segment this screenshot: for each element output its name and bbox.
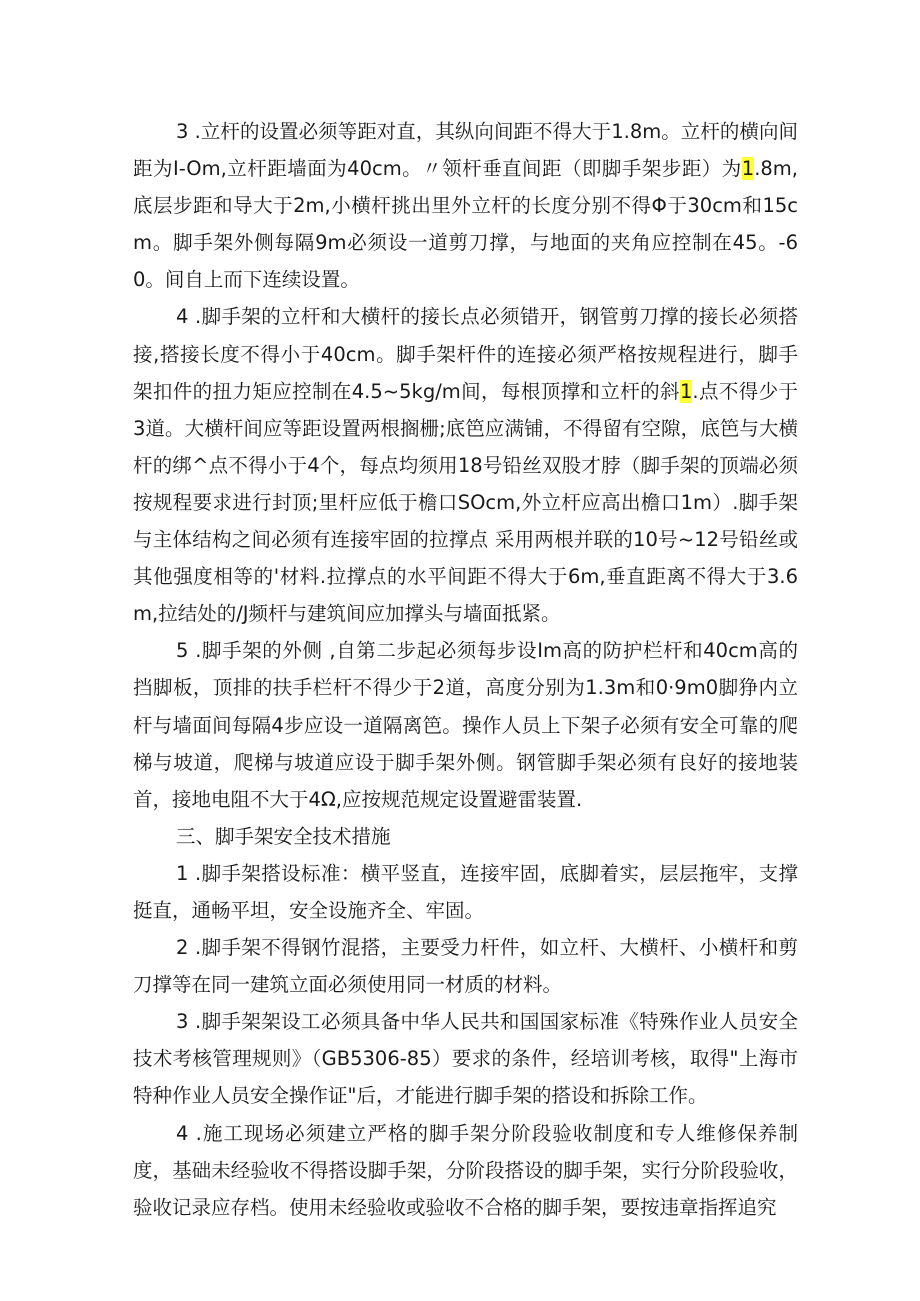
paragraph-section-heading bbox=[133, 818, 798, 855]
paragraph-m4-inspection bbox=[133, 1115, 798, 1226]
text-run: 2 .脚手架不得钢竹混搭，主要受力杆件，如立杆、大横杆、小横杆和剪刀撑等在同一建筑立面必须使用同一材质的材料。 bbox=[133, 936, 798, 997]
text-run: 4 .施工现场必须建立严格的脚手架分阶段验收制度和专人维修保养制度，基础未经验收不得搭设脚手架，分阶段搭设的脚手架，实行分阶段验收，验收记录应存档。使用未经验收或验收不合格的脚手架，要按违章指挥追究 bbox=[133, 1121, 798, 1219]
paragraph-p4-splice bbox=[133, 298, 798, 632]
paragraph-p3-upright bbox=[133, 113, 798, 298]
highlighted-text: 1 bbox=[679, 379, 693, 403]
text-run: 3 .脚手架架设工必须具备中华人民共和国国家标准《特殊作业人员安全技术考核管理规则》（GB5306-85）要求的条件，经培训考核，取得"上海市特种作业人员安全操作证"后，才能进行脚手架的搭设和拆除工作。 bbox=[133, 1010, 798, 1108]
text-run: .点不得少于3道。大横杆间应等距设置两根搁栅;底笆应满铺，不得留有空隙，底笆与大横杆的绑^点不得小于4个，每点均须用18号铅丝双股才脖（脚手架的顶端必须按规程要求进行封顶;里杆应低于檐口SOcm,外立杆应高出檐口1m）.脚手架与主体结构之间必须有连接牢固的拉撑点 采用两根并联的10号~12号铅丝或其他强度相等的'材料.拉撑点的水平间距不得大于6m,垂直距离不得大于3.6m,拉结处的/J频杆与建筑间应加撑头与墙面抵紧。 bbox=[133, 379, 799, 626]
text-run: 三、脚手架安全技术措施 bbox=[176, 824, 391, 848]
paragraph-m2-material bbox=[133, 929, 798, 1003]
paragraph-m3-qualification bbox=[133, 1003, 798, 1114]
paragraph-m1-standard bbox=[133, 855, 798, 929]
text-run: 3 .立杆的设置必须等距对直，其纵向间距不得大于1.8m。立杆的横向间距为I-Om,立杆距墙面为40cm。〃领杆垂直间距（即脚手架步距）为 bbox=[133, 120, 798, 181]
text-run: 5 .脚手架的外侧 ,自第二步起必须每步设Im高的防护栏杆和40cm高的挡脚板，顶排的扶手栏杆不得少于2道，高度分别为1.3m和0·9m0脚狰内立杆与墙面间每隔4步应设一道隔离笆。操作人员上下架子必须有安全可靠的爬梯与坡道，爬梯与坡道应设于脚手架外侧。钢管脚手架必须有良好的接地装首，接地电阻不大于4Ω,应按规范规定设置避雷装置. bbox=[133, 639, 798, 811]
document-body bbox=[133, 113, 798, 1226]
paragraph-p5-guardrail bbox=[133, 632, 798, 817]
text-run: 1 .脚手架搭设标准：横平竖直，连接牢固，底脚着实，层层拖牢，支撑挺直，通畅平坦，安全设施齐全、牢固。 bbox=[133, 861, 798, 922]
text-run: 4 .脚手架的立杆和大横杆的接长点必须错开，钢管剪刀撑的接长必须搭接,搭接长度不得小于40cm。脚手架杆件的连接必须严格按规程进行，脚手架扣件的扭力矩应控制在4.5~5kg/m间，每根顶撑和立杆的斜 bbox=[133, 305, 798, 403]
text-run: .8m,底层步距和导大于2m,小横杆挑出里外立杆的长度分别不得Φ于30cm和15cm。脚手架外侧每隔9m必须设一道剪刀撑，与地面的夹角应控制在45。-60。间自上而下连续设置。 bbox=[133, 157, 798, 292]
highlighted-text: 1 bbox=[741, 157, 755, 181]
